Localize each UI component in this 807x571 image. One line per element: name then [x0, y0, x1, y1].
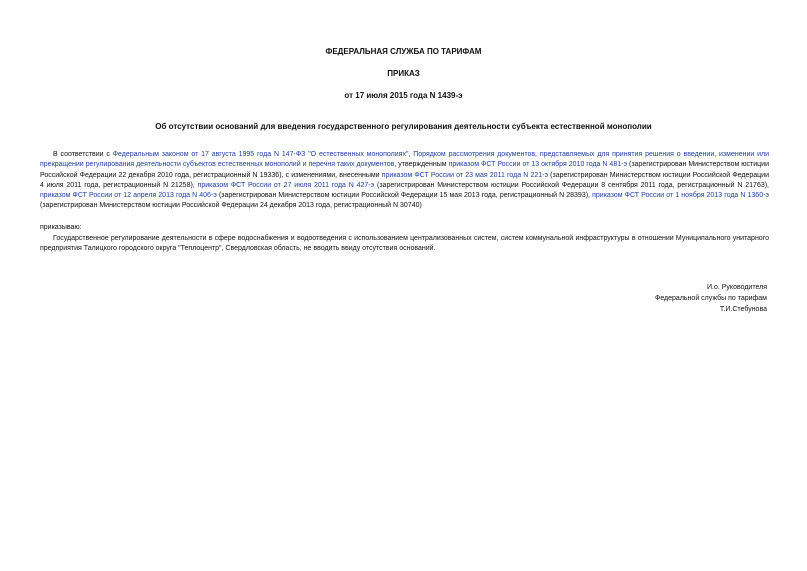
- preamble-text-6: (зарегистрирован Министерством юстиции Российской Федерации 8 сентября 2011 года, регистрационный N 21763),: [374, 181, 770, 189]
- preamble-paragraph: [40, 150, 769, 212]
- preamble-text-3: , утвержденным: [394, 161, 449, 169]
- preamble-text-7: (зарегистрирован Министерством юстиции Российской Федерации 15 мая 2013 года, регистрационный N 28393),: [216, 192, 593, 200]
- link-order-427[interactable]: приказом ФСТ России от 27 июля 2011 года N 427-э: [197, 181, 375, 189]
- preamble-text-1: В соответствии с: [53, 151, 113, 158]
- signature-name: Т.И.Стебунова: [719, 306, 767, 313]
- preamble-text-8: (зарегистрирован Министерством юстиции Российской Федерации 24 декабря 2013 года, регистрационный N 30740): [40, 202, 422, 210]
- document-type-heading: ПРИКАЗ: [387, 69, 420, 78]
- preamble-text-4: (зарегистрирован Министерством юстиции Российской Федерации 22 декабря 2010 года, регистрационный N 19336), с изменениями, внесенными: [40, 161, 769, 179]
- agency-heading: ФЕДЕРАЛЬНАЯ СЛУЖБА ПО ТАРИФАМ: [325, 47, 482, 56]
- order-word: приказываю:: [40, 224, 82, 231]
- preamble-text-2: ,: [408, 151, 414, 158]
- link-order-406[interactable]: приказом ФСТ России от 12 апреля 2013 года N 406-э: [40, 192, 217, 200]
- link-order-221[interactable]: приказом ФСТ России от 23 мая 2011 года N 221-э: [381, 171, 549, 179]
- link-procedure-document[interactable]: Порядком рассмотрения документов, представляемых для принятия решения о введении, изменении или прекращении регулирования деятельности субъектов естественных монополий и перечня таких документов: [40, 151, 770, 169]
- link-order-481[interactable]: приказом ФСТ России от 13 октября 2010 года N 481-э: [448, 161, 628, 169]
- signature-organization: Федеральной службы по тарифам: [655, 295, 767, 302]
- link-order-1360[interactable]: приказом ФСТ России от 1 ноября 2013 года N 1360-э: [592, 192, 769, 200]
- link-federal-law-147[interactable]: Федеральным законом от 17 августа 1995 года N 147-ФЗ "О естественных монополиях": [112, 151, 409, 158]
- signature-position: И.о. Руководителя: [707, 284, 767, 291]
- document-date-number: от 17 июля 2015 года N 1439-э: [344, 91, 463, 100]
- document-title: Об отсутствии оснований для введения государственного регулирования деятельности субъекта естественной монополии: [155, 122, 652, 131]
- decision-paragraph: Государственное регулирование деятельности в сфере водоснабжения и водоотведения с использованием централизованных систем, систем коммунальной инфраструктуры в отношении Муниципального унитарного предприятия Талицкого городского округа "Теплоцентр", Свердловская область, не вводить ввиду отсутствия оснований.: [40, 235, 769, 253]
- preamble-text-5: (зарегистрирован Министерством юстиции Российской Федерации 4 июля 2011 года, регистрационный N 21258),: [40, 171, 769, 189]
